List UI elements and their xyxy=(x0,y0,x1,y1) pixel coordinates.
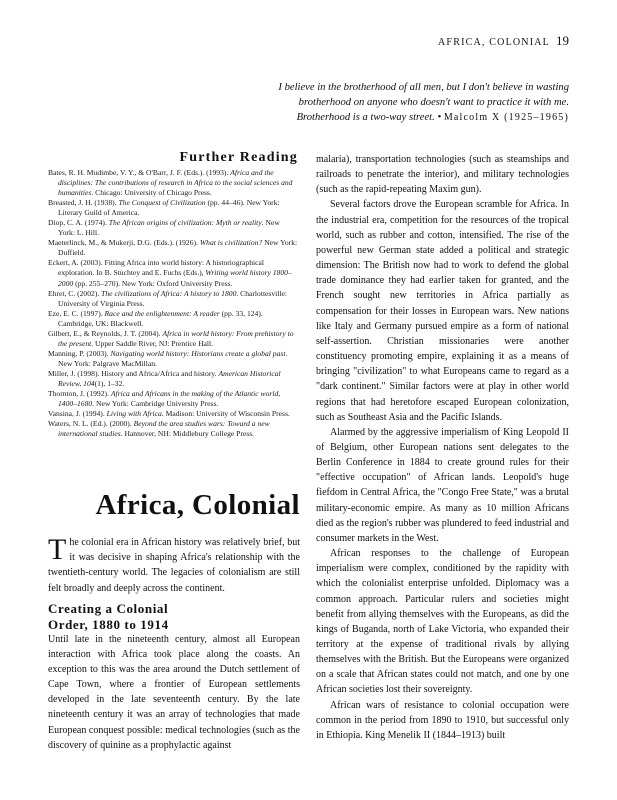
reference-citation: Miller, J. (1998). History and Africa/Africa and history. xyxy=(48,368,219,378)
reference-title: American Historical Review, 104 xyxy=(58,368,281,388)
reference-entry xyxy=(48,389,298,409)
reference-entry xyxy=(48,369,298,389)
bullet-icon: • xyxy=(437,112,442,123)
reference-entry xyxy=(48,309,298,329)
reference-publisher: . Chicago: University of Chicago Press. xyxy=(91,188,212,198)
reference-citation: Thornton, J. (1992). xyxy=(48,389,111,399)
reference-citation: Diop, C. A. (1974). xyxy=(48,218,109,228)
reference-citation: Vansina, J. (1994). xyxy=(48,409,107,419)
reference-publisher: . Madison: University of Wisconsin Press. xyxy=(161,409,290,419)
reference-entry xyxy=(48,198,298,218)
further-reading-section xyxy=(48,150,298,439)
section-heading-line-2: Order, 1880 to 1914 xyxy=(48,617,169,632)
section-paragraph: Until late in the nineteenth century, almost all European interaction with Africa took place along the coasts. An exception to this was the area around the Dutch settlement of Cape Town, where a frontier of European settlements developed in the late seventeenth century. By the late nineteenth century it was an array of technologies that made European conquest possible: medical technologies (such as the discovery of quinine as a prophylactic against xyxy=(48,634,300,751)
reference-publisher: (pp. 255–270). New York: Oxford University Press. xyxy=(73,278,233,288)
drop-cap: T xyxy=(48,533,67,566)
reference-entry xyxy=(48,349,298,369)
reference-citation: Gilbert, E., & Reynolds, J. T. (2004). xyxy=(48,328,163,338)
intro-text: he colonial era in African history was relatively brief, but it was decisive in shaping Africa's relationship with the twentieth-century world. The legacies of colonialism are still felt broadly and deeply across the continent. xyxy=(48,537,300,594)
right-column xyxy=(316,152,569,743)
reference-list xyxy=(48,168,298,439)
reference-publisher: . Charlottesville: University of Virginia Press. xyxy=(58,288,287,308)
epigraph-line-3 xyxy=(239,110,569,125)
article-title: Africa, Colonial xyxy=(95,489,300,521)
page-number: 19 xyxy=(556,33,569,48)
reference-entry xyxy=(48,238,298,258)
reference-publisher: . New York: Cambridge University Press. xyxy=(92,399,219,409)
reference-publisher: New York: Duffield. xyxy=(58,238,298,258)
reference-title: Africa in world history: From prehistory to the present xyxy=(58,328,294,348)
reference-publisher: . New York: Palgrave MacMillan. xyxy=(58,348,288,368)
reference-title: The civilizations of Africa: A history to 1800 xyxy=(101,288,237,298)
reference-citation: Breasted, J. H. (1938). xyxy=(48,198,119,208)
reference-title: Race and the enlightenment: A reader xyxy=(104,308,220,318)
reference-entry xyxy=(48,289,298,309)
reference-title: What is civilization? xyxy=(199,238,263,248)
reference-title: Africa and the disciplines: The contributions of research in Africa to the social sciences and humanities xyxy=(58,168,293,198)
reference-entry xyxy=(48,168,298,198)
further-reading-heading: Further Reading xyxy=(179,150,298,165)
reference-citation: Waters, N. L. (Ed.). (2000). xyxy=(48,419,134,429)
reference-citation: Manning, P. (2003). xyxy=(48,348,111,358)
reference-title: Living with Africa xyxy=(106,409,162,419)
reference-title: The Conquest of Civilization xyxy=(118,198,206,208)
reference-entry xyxy=(48,419,298,439)
epigraph-text: Brotherhood is a two-way street. xyxy=(296,112,435,123)
body-paragraph: Alarmed by the aggressive imperialism of King Leopold II of Belgium, other European nations sent delegates to the Berlin Conference in 1884 to create ground rules for their "effective occupation" of African lands. Leopold's huge fiefdom in Central Africa, the "Congo Free State," was a brutal military-economic empire. As many as 10 million Africans died as the region's rubber was plundered to feed industrial and consumer markets in the West. xyxy=(316,426,569,544)
reference-title: The African origins of civilization: Myth or reality xyxy=(108,218,262,228)
reference-title: Navigating world history: Historians create a global past xyxy=(110,348,286,358)
section-heading xyxy=(48,601,300,633)
article-intro xyxy=(48,535,300,596)
reference-citation: Ehret, C. (2002). xyxy=(48,288,102,298)
reference-entry xyxy=(48,409,298,419)
epigraph-author: Malcolm X (1925–1965) xyxy=(443,112,569,123)
reference-citation: Maeterlinck, M., & Mukerji, D.G. (Eds.). (1926). xyxy=(48,238,200,248)
reference-publisher: . Hannover, NH: Middlebury College Press. xyxy=(120,429,255,439)
reference-entry xyxy=(48,218,298,238)
body-paragraph: malaria), transportation technologies (such as steamships and railroads to penetrate the interior), and military technologies (such as the rapid-repeating Maxim gun). xyxy=(316,154,569,196)
epigraph xyxy=(239,80,569,125)
reference-publisher: (pp. 44–46). New York: Literary Guild of America. xyxy=(58,198,280,218)
reference-publisher: (1), 1–32. xyxy=(94,378,125,388)
reference-citation: Eckert, A. (2003). Fitting Africa into world history: A historiographical exploration. In B. Stuchtey and E. Fuchs (Eds.), xyxy=(48,258,264,278)
body-paragraph: African wars of resistance to colonial occupation were common in the period from 1890 to 1910, but successful only in Ethiopia. King Menelik II (1844–1913) built xyxy=(316,699,569,741)
running-header xyxy=(438,33,569,49)
body-paragraph: Several factors drove the European scramble for Africa. In the industrial era, competition for the resources of the tropical world, such as rubber and cotton, intensified. The rise of the powerful new German state added a political and strategic dimension: The British now had to work to defend the global trade dominance they had earlier taken for granted, and the French sought new territories in Africa partially as compensation for their losses in European wars. New nations like Italy and Germany pursued empire as a form of national self-assertion. Christian missionaries were another constituency promoting empire, explaining it as a means of bringing "civilization" to what Europeans came to regard as a "dark continent." Similar factors were at play in other world regions that had heretofore escaped European colonization, such as Southeast Asia and the Pacific Islands. xyxy=(316,199,569,423)
reference-publisher: . Upper Saddle River, NJ: Prentice Hall. xyxy=(91,338,214,348)
reference-title: Africa and Africans in the making of the Atlantic world, 1400–1680 xyxy=(58,389,281,409)
body-paragraph: African responses to the challenge of European imperialism were complex, conditioned by the rapidity with which the colonialist enterprise unfolded. Diplomacy was a common approach. Particular rulers and societies might benefit from allying themselves with the Europeans, as did the kings of Buganda, north of Lake Victoria, who expanded their territory at the expense of traditional rivals by allying themselves with the British. But the Europeans were organized on a scale that African states could not match, and one by one African societies lost their sovereignty. xyxy=(316,548,569,696)
epigraph-line-1: I believe in the brotherhood of all men, but I don't believe in wasting xyxy=(278,82,569,93)
reference-entry xyxy=(48,258,298,288)
reference-title: Writing world history 1800–2000 xyxy=(58,268,292,288)
reference-citation: Bates, R. H. Mudimbe, V. Y., & O'Barr, J. F. (Eds.). (1993). xyxy=(48,168,231,177)
running-title: AFRICA, COLONIAL xyxy=(438,37,550,48)
section-heading-line-1: Creating a Colonial xyxy=(48,601,169,616)
epigraph-line-2: brotherhood on anyone who doesn't want to practice it with me. xyxy=(298,97,569,108)
reference-title: Beyond the area studies wars: Toward a new international studies xyxy=(58,419,270,439)
reference-entry xyxy=(48,329,298,349)
reference-publisher: . New York: L. Hill. xyxy=(58,218,280,238)
reference-publisher: (pp. 33, 124). Cambridge, UK: Blackwell. xyxy=(58,308,263,328)
reference-citation: Eze, E. C. (1997). xyxy=(48,308,105,318)
